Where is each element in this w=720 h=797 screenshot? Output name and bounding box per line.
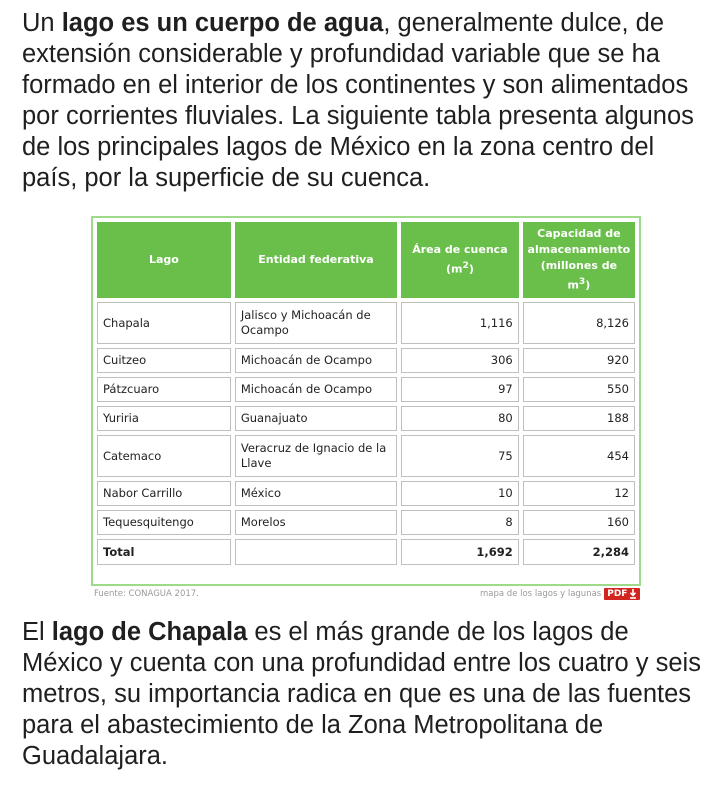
cell-entidad: Veracruz de Ignacio de la Llave [235,435,397,477]
cell-entidad: México [235,481,397,506]
header-area [401,222,519,298]
cell-area: 97 [401,377,519,402]
cell-entidad: Guanajuato [235,406,397,431]
cell-area: 1,116 [401,302,519,344]
cell-entidad: Michoacán de Ocampo [235,348,397,373]
total-capacidad: 2,284 [523,539,635,565]
map-pdf-link[interactable] [480,588,640,600]
table-row [97,406,635,431]
cell-capacidad: 12 [523,481,635,506]
cell-capacidad: 454 [523,435,635,477]
header-lago: Lago [97,222,231,298]
header-capacidad-sup: 3 [578,276,586,288]
cell-capacidad: 920 [523,348,635,373]
outro-rest: es el más grande de los lagos de México y cuenta con una profundidad entre los cuatro y seis metros, su importancia radica en que es una de las fuentes para el abastecimiento de la Zona Metropolitana de Guadalajara. [22,618,701,770]
cell-lago: Chapala [97,302,231,344]
intro-paragraph [22,8,712,194]
total-entidad [235,539,397,565]
outro-bold-term: lago de Chapala [51,618,248,646]
header-area-label: Área de cuenca [412,243,508,257]
table-row [97,435,635,477]
table-row [97,481,635,506]
intro-bold-term: lago es un cuerpo de agua [61,9,384,37]
outro-pre: El [22,618,52,646]
total-area: 1,692 [401,539,519,565]
download-icon [629,589,637,599]
header-capacidad [523,222,635,298]
table-total-row [97,539,635,565]
cell-area: 8 [401,510,519,535]
table-row [97,510,635,535]
outro-paragraph [22,617,712,772]
lakes-table [93,218,639,569]
header-entidad: Entidad federativa [235,222,397,298]
header-capacidad-close: ) [585,278,591,292]
lakes-table-figure [91,216,641,586]
cell-area: 306 [401,348,519,373]
table-row [97,348,635,373]
cell-lago: Yuriria [97,406,231,431]
pdf-badge[interactable] [604,588,640,600]
cell-lago: Cuitzeo [97,348,231,373]
cell-lago: Catemaco [97,435,231,477]
total-label: Total [97,539,231,565]
cell-capacidad: 188 [523,406,635,431]
table-row [97,377,635,402]
header-area-unit: (m [445,262,463,276]
table-source: Fuente: CONAGUA 2017. [94,589,199,599]
cell-lago: Tequesquitengo [97,510,231,535]
cell-entidad: Michoacán de Ocampo [235,377,397,402]
cell-area: 80 [401,406,519,431]
map-link-label[interactable]: mapa de los lagos y lagunas [480,589,602,599]
cell-entidad: Morelos [235,510,397,535]
header-area-sup: 2 [462,260,469,272]
cell-area: 75 [401,435,519,477]
cell-area: 10 [401,481,519,506]
cell-entidad: Jalisco y Michoacán de Ocampo [235,302,397,344]
header-capacidad-unit: (millones de [540,259,618,273]
intro-rest: , generalmente dulce, de extensión considerable y profundidad variable que se ha formado en el interior de los continentes y son alimentados por corrientes fluviales. La siguiente tabla presenta algunos de los principales lagos de México en la zona centro del país, por la superficie de su cuenca. [22,9,694,192]
header-capacidad-label: Capacidad de almacenamiento [527,227,631,257]
cell-capacidad: 8,126 [523,302,635,344]
cell-capacidad: 550 [523,377,635,402]
pdf-badge-label: PDF [607,589,628,599]
cell-lago: Nabor Carrillo [97,481,231,506]
table-header-row [97,222,635,298]
header-area-close: ) [468,262,474,276]
intro-pre: Un [22,9,62,37]
cell-capacidad: 160 [523,510,635,535]
table-row [97,302,635,344]
header-capacidad-m: m [567,278,579,292]
cell-lago: Pátzcuaro [97,377,231,402]
